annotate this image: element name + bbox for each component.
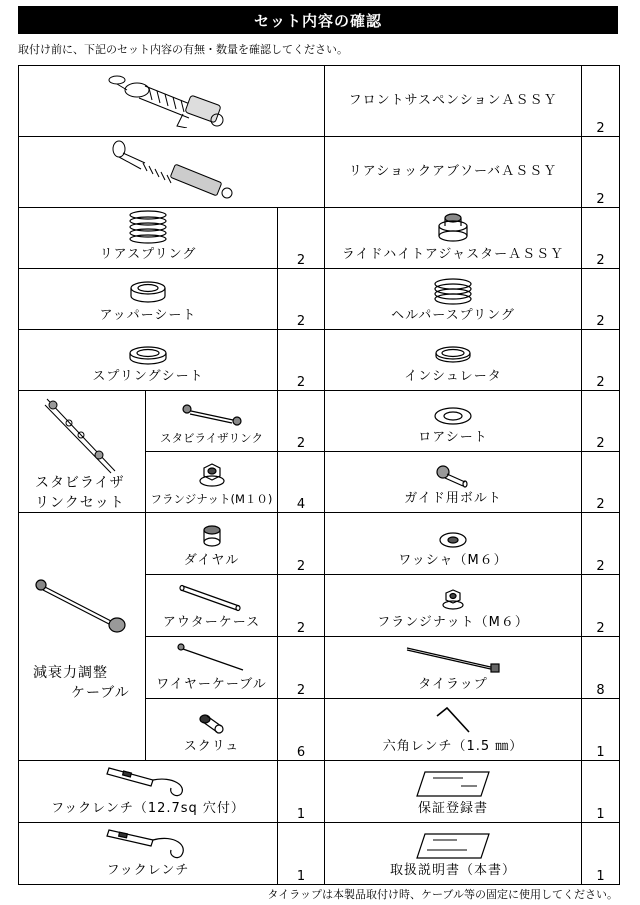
- manual-label: 取扱説明書（本書）: [390, 863, 517, 878]
- lower-seat-label: ロアシート: [418, 430, 488, 445]
- flange-nut-m6-cell: [325, 575, 582, 637]
- guide-bolt-label: ガイド用ボルト: [404, 491, 502, 506]
- washer-m6-qty: 2: [582, 513, 620, 575]
- helper-spring-label: ヘルパースプリング: [391, 308, 515, 323]
- rear-spring-qty: 2: [278, 208, 325, 269]
- hook-wrench-qty: 1: [278, 823, 325, 885]
- damping-cable-icon: [33, 577, 133, 637]
- stabilizer-link-label: スタビライザリンク: [160, 431, 263, 445]
- screw-label: スクリュ: [183, 739, 240, 754]
- dial-label: ダイヤル: [183, 553, 240, 568]
- flange-nut-m10-qty: 4: [278, 452, 325, 513]
- warranty-qty: 1: [582, 761, 620, 823]
- outer-case-cell: [146, 575, 278, 637]
- wire-cable-cell: [146, 637, 278, 699]
- stabilizer-link-cell: [146, 391, 278, 452]
- dial-qty: 2: [278, 513, 325, 575]
- footnote: タイラップは本製品取付け時、ケーブル等の固定に使用してください。: [267, 888, 618, 901]
- rear-shock-qty: 2: [582, 137, 620, 208]
- flange-nut-m10-label: フランジナット(M１０): [150, 492, 273, 506]
- tie-wrap-label: タイラップ: [418, 677, 488, 692]
- table-row: [19, 761, 620, 823]
- hex-wrench-label: 六角レンチ（1.5 ㎜）: [382, 739, 524, 754]
- intro-text: 取付け前に、下記のセット内容の有無・数量を確認してください。: [18, 43, 348, 56]
- rear-shock-name: リアショックアブソーバＡＳＳＹ: [325, 137, 582, 208]
- lower-seat-icon: [431, 405, 475, 427]
- tie-wrap-icon: [403, 644, 503, 674]
- warranty-cell: [325, 761, 582, 823]
- outer-case-icon: [177, 582, 247, 612]
- damping-cable-cell: [19, 513, 146, 761]
- flange-nut-m6-label: フランジナット（M６）: [377, 615, 529, 630]
- outer-case-label: アウターケース: [162, 615, 261, 630]
- damping-group-line2: ケーブル: [71, 685, 130, 701]
- table-row: [19, 823, 620, 885]
- washer-m6-label: ワッシャ（M６）: [398, 553, 508, 568]
- rear-spring-label: リアスプリング: [99, 247, 197, 262]
- insulator-icon: [431, 344, 475, 366]
- ride-height-cell: [325, 208, 582, 269]
- ride-height-label: ライドハイトアジャスターＡＳＳＹ: [341, 247, 565, 262]
- upper-seat-qty: 2: [278, 269, 325, 330]
- hex-wrench-icon: [433, 704, 473, 736]
- outer-case-qty: 2: [278, 575, 325, 637]
- hex-wrench-cell: [325, 699, 582, 761]
- manual-icon: [413, 832, 493, 860]
- hook-wrench-hole-label: フックレンチ（12.7sq 穴付）: [51, 801, 245, 816]
- helper-spring-qty: 2: [582, 269, 620, 330]
- ride-height-qty: 2: [582, 208, 620, 269]
- insulator-qty: 2: [582, 330, 620, 391]
- table-row: [19, 391, 620, 452]
- hook-wrench-hole-qty: 1: [278, 761, 325, 823]
- hook-wrench-hole-icon: [103, 764, 193, 798]
- rear-shock-icon: [97, 139, 247, 199]
- spring-seat-icon: [126, 344, 170, 366]
- flange-nut-m10-cell: [146, 452, 278, 513]
- upper-seat-icon: [126, 279, 170, 305]
- hook-wrench-icon: [103, 826, 193, 860]
- insulator-cell: [325, 330, 582, 391]
- manual-qty: 1: [582, 823, 620, 885]
- front-suspension-name: フロントサスペンションＡＳＳＹ: [325, 66, 582, 137]
- stabilizer-group-line2: リンクセット: [35, 495, 125, 511]
- upper-seat-cell: [19, 269, 278, 330]
- warranty-card-icon: [413, 770, 493, 798]
- wire-cable-qty: 2: [278, 637, 325, 699]
- dial-icon: [200, 524, 224, 550]
- guide-bolt-icon: [435, 464, 471, 488]
- warranty-label: 保証登録書: [418, 801, 489, 816]
- helper-spring-cell: [325, 269, 582, 330]
- spring-seat-qty: 2: [278, 330, 325, 391]
- washer-m6-cell: [325, 513, 582, 575]
- parts-table: [18, 65, 620, 885]
- screw-cell: [146, 699, 278, 761]
- front-suspension-icon: [97, 68, 247, 128]
- tie-wrap-qty: 8: [582, 637, 620, 699]
- guide-bolt-qty: 2: [582, 452, 620, 513]
- manual-cell: [325, 823, 582, 885]
- spring-seat-label: スプリングシート: [92, 369, 204, 384]
- ride-height-adjuster-icon: [433, 212, 473, 244]
- flange-nut-m6-icon: [441, 588, 465, 612]
- guide-bolt-cell: [325, 452, 582, 513]
- screw-qty: 6: [278, 699, 325, 761]
- table-row: [19, 269, 620, 330]
- insulator-label: インシュレータ: [404, 369, 502, 384]
- stabilizer-link-icon: [179, 403, 245, 427]
- washer-m6-icon: [437, 530, 469, 550]
- rear-spring-cell: [19, 208, 278, 269]
- table-row: [19, 330, 620, 391]
- stabilizer-link-set-icon: [41, 395, 121, 475]
- hook-wrench-cell: [19, 823, 278, 885]
- tie-wrap-cell: [325, 637, 582, 699]
- lower-seat-cell: [325, 391, 582, 452]
- flange-nut-m6-qty: 2: [582, 575, 620, 637]
- table-row: [19, 66, 620, 137]
- lower-seat-qty: 2: [582, 391, 620, 452]
- stabilizer-group-line1: スタビライザ: [35, 475, 125, 491]
- flange-nut-m10-icon: [198, 462, 226, 488]
- page-title: セット内容の確認: [18, 6, 618, 34]
- stabilizer-link-qty: 2: [278, 391, 325, 452]
- damping-group-line1: 減衰力調整: [33, 665, 108, 681]
- wire-cable-icon: [175, 642, 249, 674]
- wire-cable-label: ワイヤーケーブル: [156, 677, 267, 692]
- rear-shock-image-cell: [19, 137, 325, 208]
- helper-spring-icon: [428, 277, 478, 305]
- upper-seat-label: アッパーシート: [99, 308, 197, 323]
- stabilizer-link-set-cell: [19, 391, 146, 513]
- hook-wrench-hole-cell: [19, 761, 278, 823]
- dial-cell: [146, 513, 278, 575]
- hex-wrench-qty: 1: [582, 699, 620, 761]
- screw-icon: [197, 712, 227, 736]
- front-suspension-image-cell: [19, 66, 325, 137]
- rear-spring-icon: [123, 210, 173, 244]
- front-suspension-qty: 2: [582, 66, 620, 137]
- spring-seat-cell: [19, 330, 278, 391]
- table-row: [19, 137, 620, 208]
- table-row: [19, 208, 620, 269]
- hook-wrench-label: フックレンチ: [106, 863, 190, 878]
- table-row: [19, 513, 620, 575]
